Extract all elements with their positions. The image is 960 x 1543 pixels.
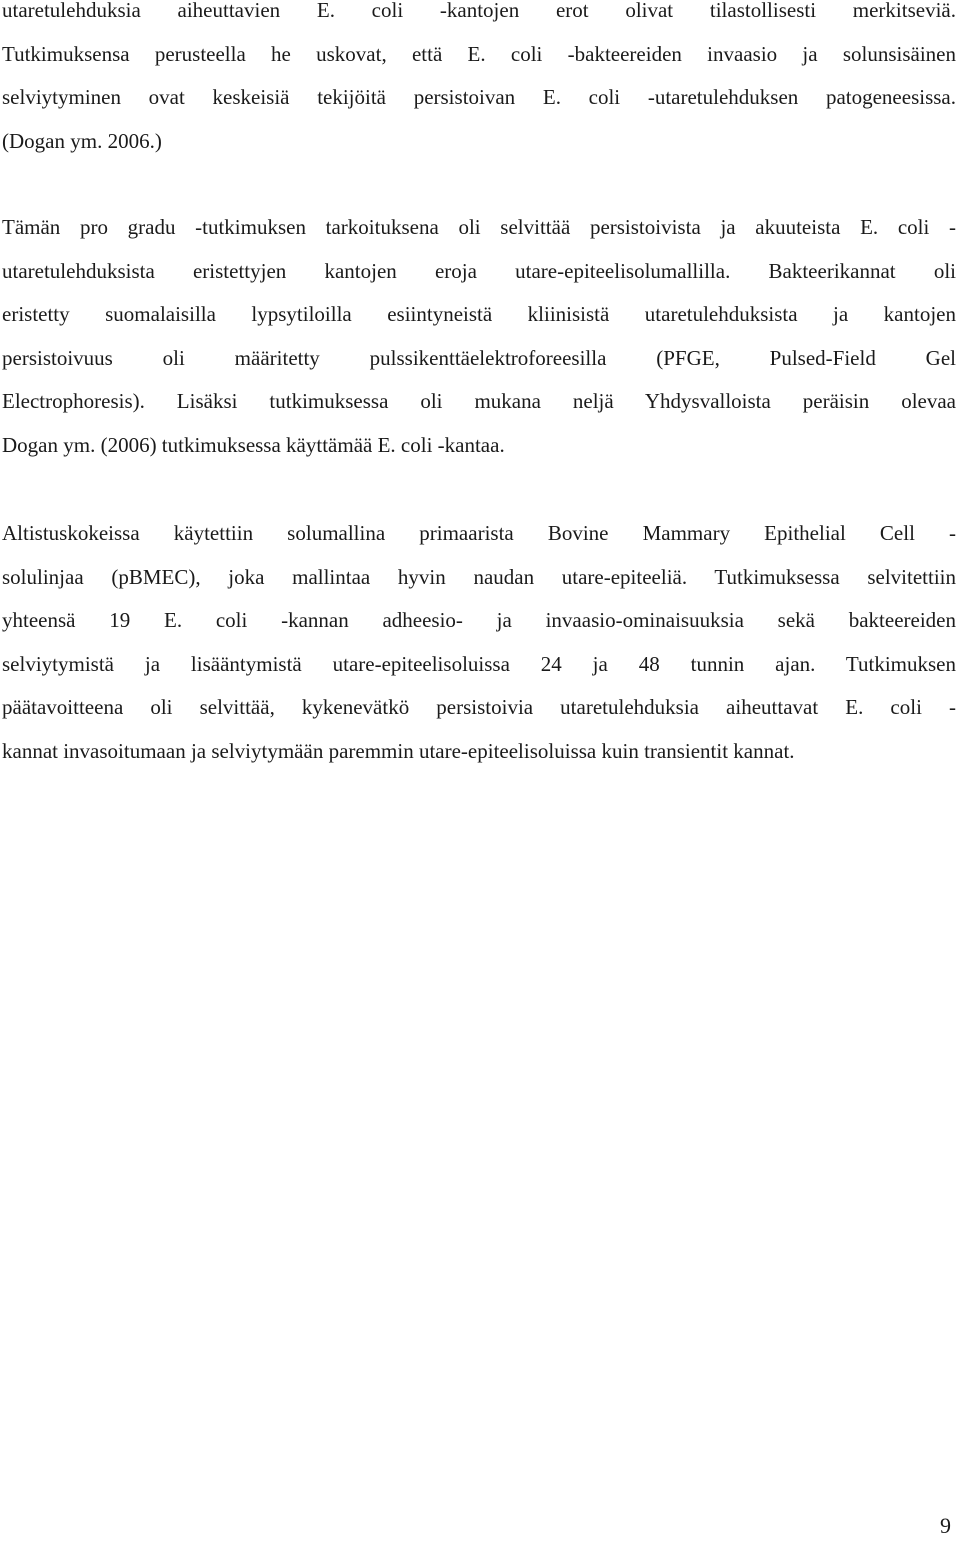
paragraph-2 bbox=[2, 206, 956, 468]
paragraph-line: kannat invasoitumaan ja selviytymään paremmin utare-epiteelisoluissa kuin transientit kannat. bbox=[2, 738, 795, 763]
page-number: 9 bbox=[940, 1513, 951, 1538]
paragraph-line: (Dogan ym. 2006.) bbox=[2, 128, 162, 153]
paragraph-line: utaretulehduksista eristettyjen kantojen eroja utare-epiteelisolumallilla. Bakteerikannat oli bbox=[2, 258, 956, 283]
paragraph-line: eristetty suomalaisilla lypsytiloilla esiintyneistä kliinisistä utaretulehduksista ja kantojen bbox=[2, 302, 956, 327]
paragraph-line: Tämän pro gradu -tutkimuksen tarkoituksena oli selvittää persistoivista ja akuuteista E. coli - bbox=[2, 215, 956, 239]
paragraph-line: päätavoitteena oli selvittää, kykenevätkö persistoivia utaretulehduksia aiheuttavat E. coli - bbox=[2, 695, 956, 720]
paragraph-1 bbox=[2, 0, 956, 163]
paragraph-line: Dogan ym. (2006) tutkimuksessa käyttämää E. coli -kantaa. bbox=[2, 432, 505, 457]
paragraph-line: Tutkimuksensa perusteella he uskovat, että E. coli -bakteereiden invaasio ja solunsisäinen bbox=[2, 41, 956, 66]
paragraph-3 bbox=[2, 512, 956, 774]
paragraph-line: yhteensä 19 E. coli -kannan adheesio- ja invaasio-ominaisuuksia sekä bakteereiden bbox=[2, 608, 956, 633]
paragraph-line: selviytymistä ja lisääntymistä utare-epiteelisoluissa 24 ja 48 tunnin ajan. Tutkimuksen bbox=[2, 651, 956, 676]
paragraph-line: solulinjaa (pBMEC), joka mallintaa hyvin naudan utare-epiteeliä. Tutkimuksessa selvitettiin bbox=[2, 564, 956, 589]
paragraph-line: utaretulehduksia aiheuttavien E. coli -kantojen erot olivat tilastollisesti merkitseviä. bbox=[2, 0, 956, 22]
paragraph-line: Electrophoresis). Lisäksi tutkimuksessa oli mukana neljä Yhdysvalloista peräisin olevaa bbox=[2, 389, 956, 414]
paragraph-line: persistoivuus oli määritetty pulssikenttäelektroforeesilla (PFGE, Pulsed-Field Gel bbox=[2, 345, 956, 370]
paragraph-line: selviytyminen ovat keskeisiä tekijöitä persistoivan E. coli -utaretulehduksen patogeneesissa. bbox=[2, 85, 956, 109]
paragraph-line: Altistuskokeissa käytettiin solumallina primaarista Bovine Mammary Epithelial Cell - bbox=[2, 521, 956, 545]
